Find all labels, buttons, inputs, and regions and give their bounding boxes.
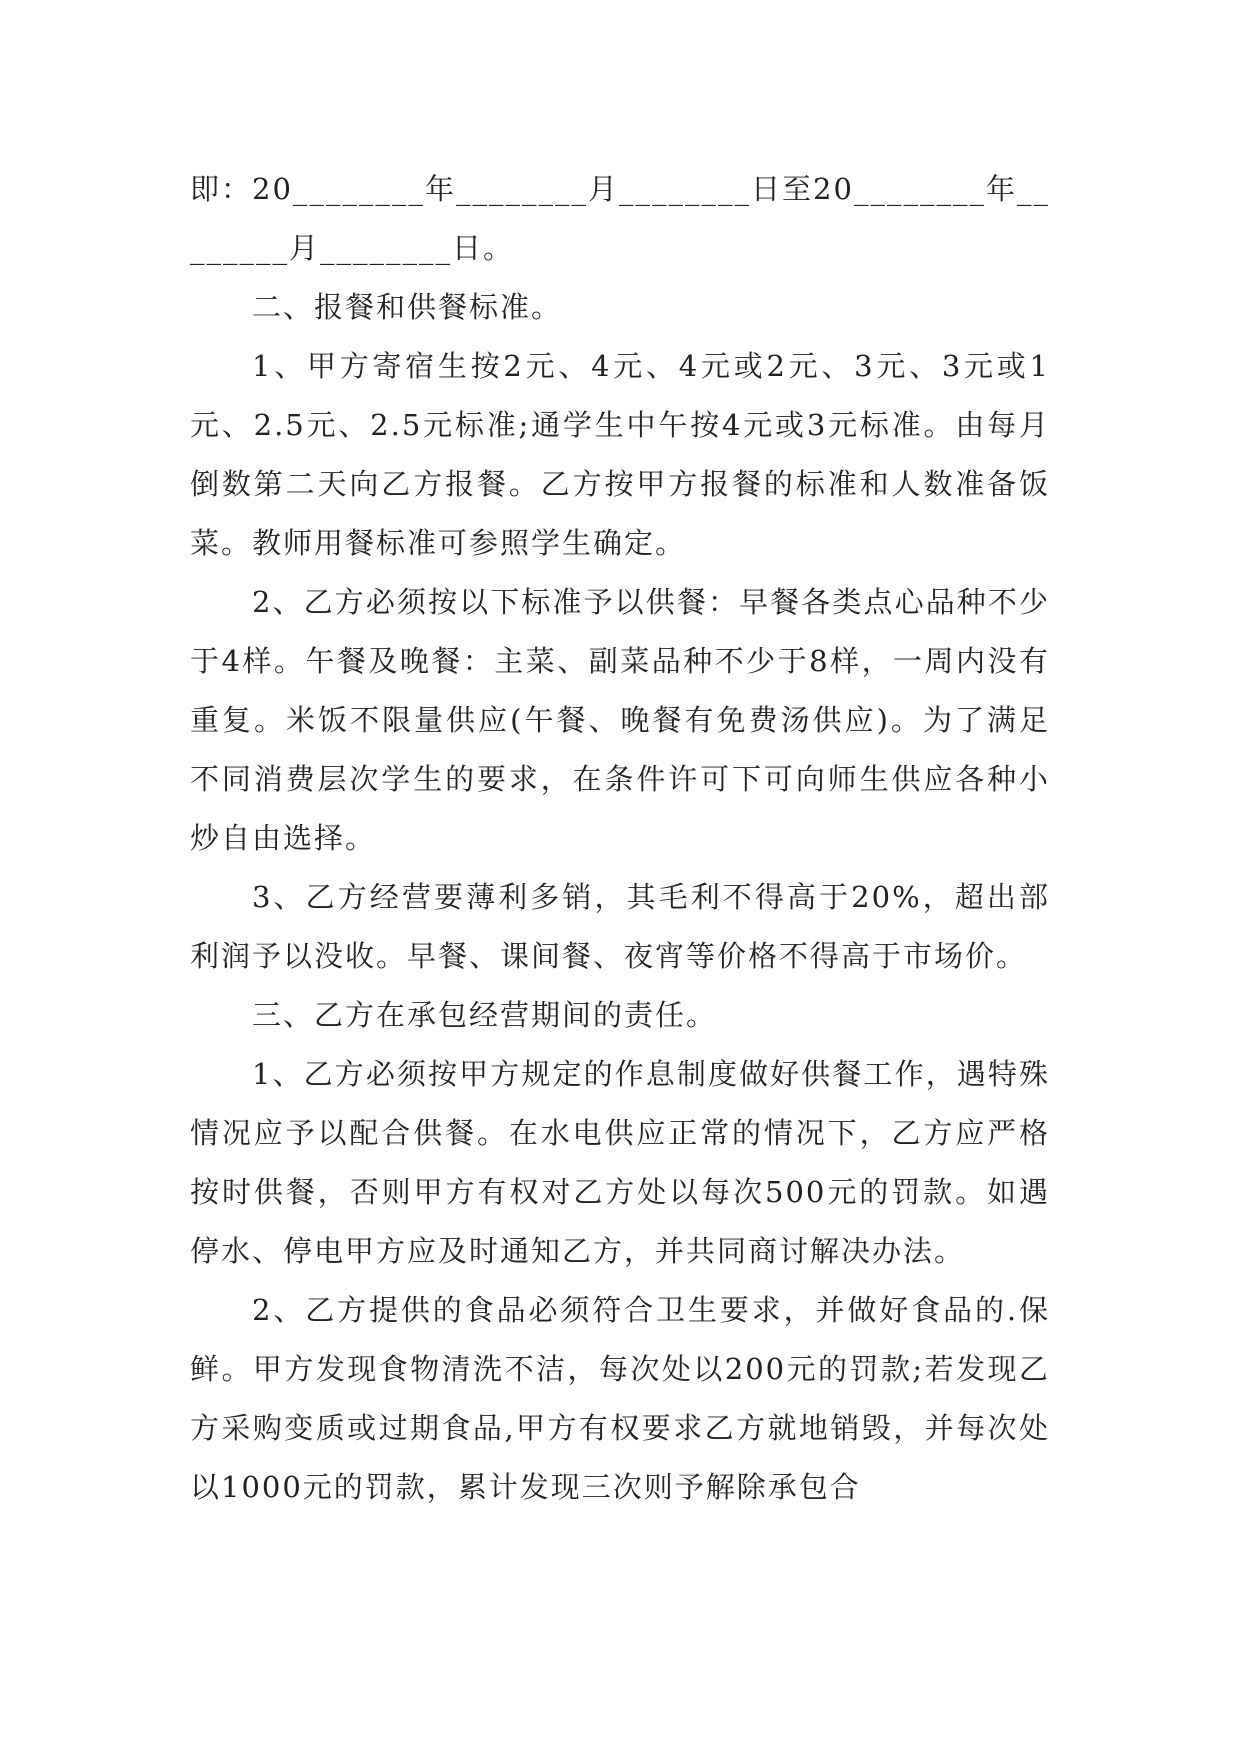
paragraph-section-2-item-2: 2、乙方必须按以下标准予以供餐：早餐各类点心品种不少于4样。午餐及晚餐：主菜、副菜品种不少于8样，一周内没有重复。米饭不限量供应(午餐、晚餐有免费汤供应)。为了满足不同消费层次学生的要求，在条件许可下可向师生供应各种小炒自由选择。 (190, 585, 1050, 855)
paragraph-section-3-item-2: 2、乙方提供的食品必须符合卫生要求，并做好食品的.保鲜。甲方发现食物清洗不洁，每次处以200元的罚款;若发现乙方采购变质或过期食品,甲方有权要求乙方就地销毁，并每次处以1000元的罚款，累计发现三次则予解除承包合 (190, 1293, 1050, 1504)
section-3-heading: 三、乙方在承包经营期间的责任。 (252, 998, 718, 1032)
section-2-heading: 二、报餐和供餐标准。 (252, 290, 563, 324)
paragraph-term-dates: 即：20________年________月________日至20________年________月________日。 (190, 172, 1050, 265)
paragraph-section-3-item-1: 1、乙方必须按甲方规定的作息制度做好供餐工作，遇特殊情况应予以配合供餐。在水电供应正常的情况下，乙方应严格按时供餐，否则甲方有权对乙方处以每次500元的罚款。如遇停水、停电甲方应及时通知乙方，并共同商讨解决办法。 (190, 1057, 1050, 1268)
document-body (190, 160, 1050, 1517)
paragraph-section-2-item-1: 1、甲方寄宿生按2元、4元、4元或2元、3元、3元或1元、2.5元、2.5元标准;通学生中午按4元或3元标准。由每月倒数第二天向乙方报餐。乙方按甲方报餐的标准和人数准备饭菜。教师用餐标准可参照学生确定。 (190, 349, 1050, 560)
paragraph-section-2-item-3: 3、乙方经营要薄利多销，其毛利不得高于20%，超出部利润予以没收。早餐、课间餐、夜宵等价格不得高于市场价。 (190, 880, 1050, 973)
